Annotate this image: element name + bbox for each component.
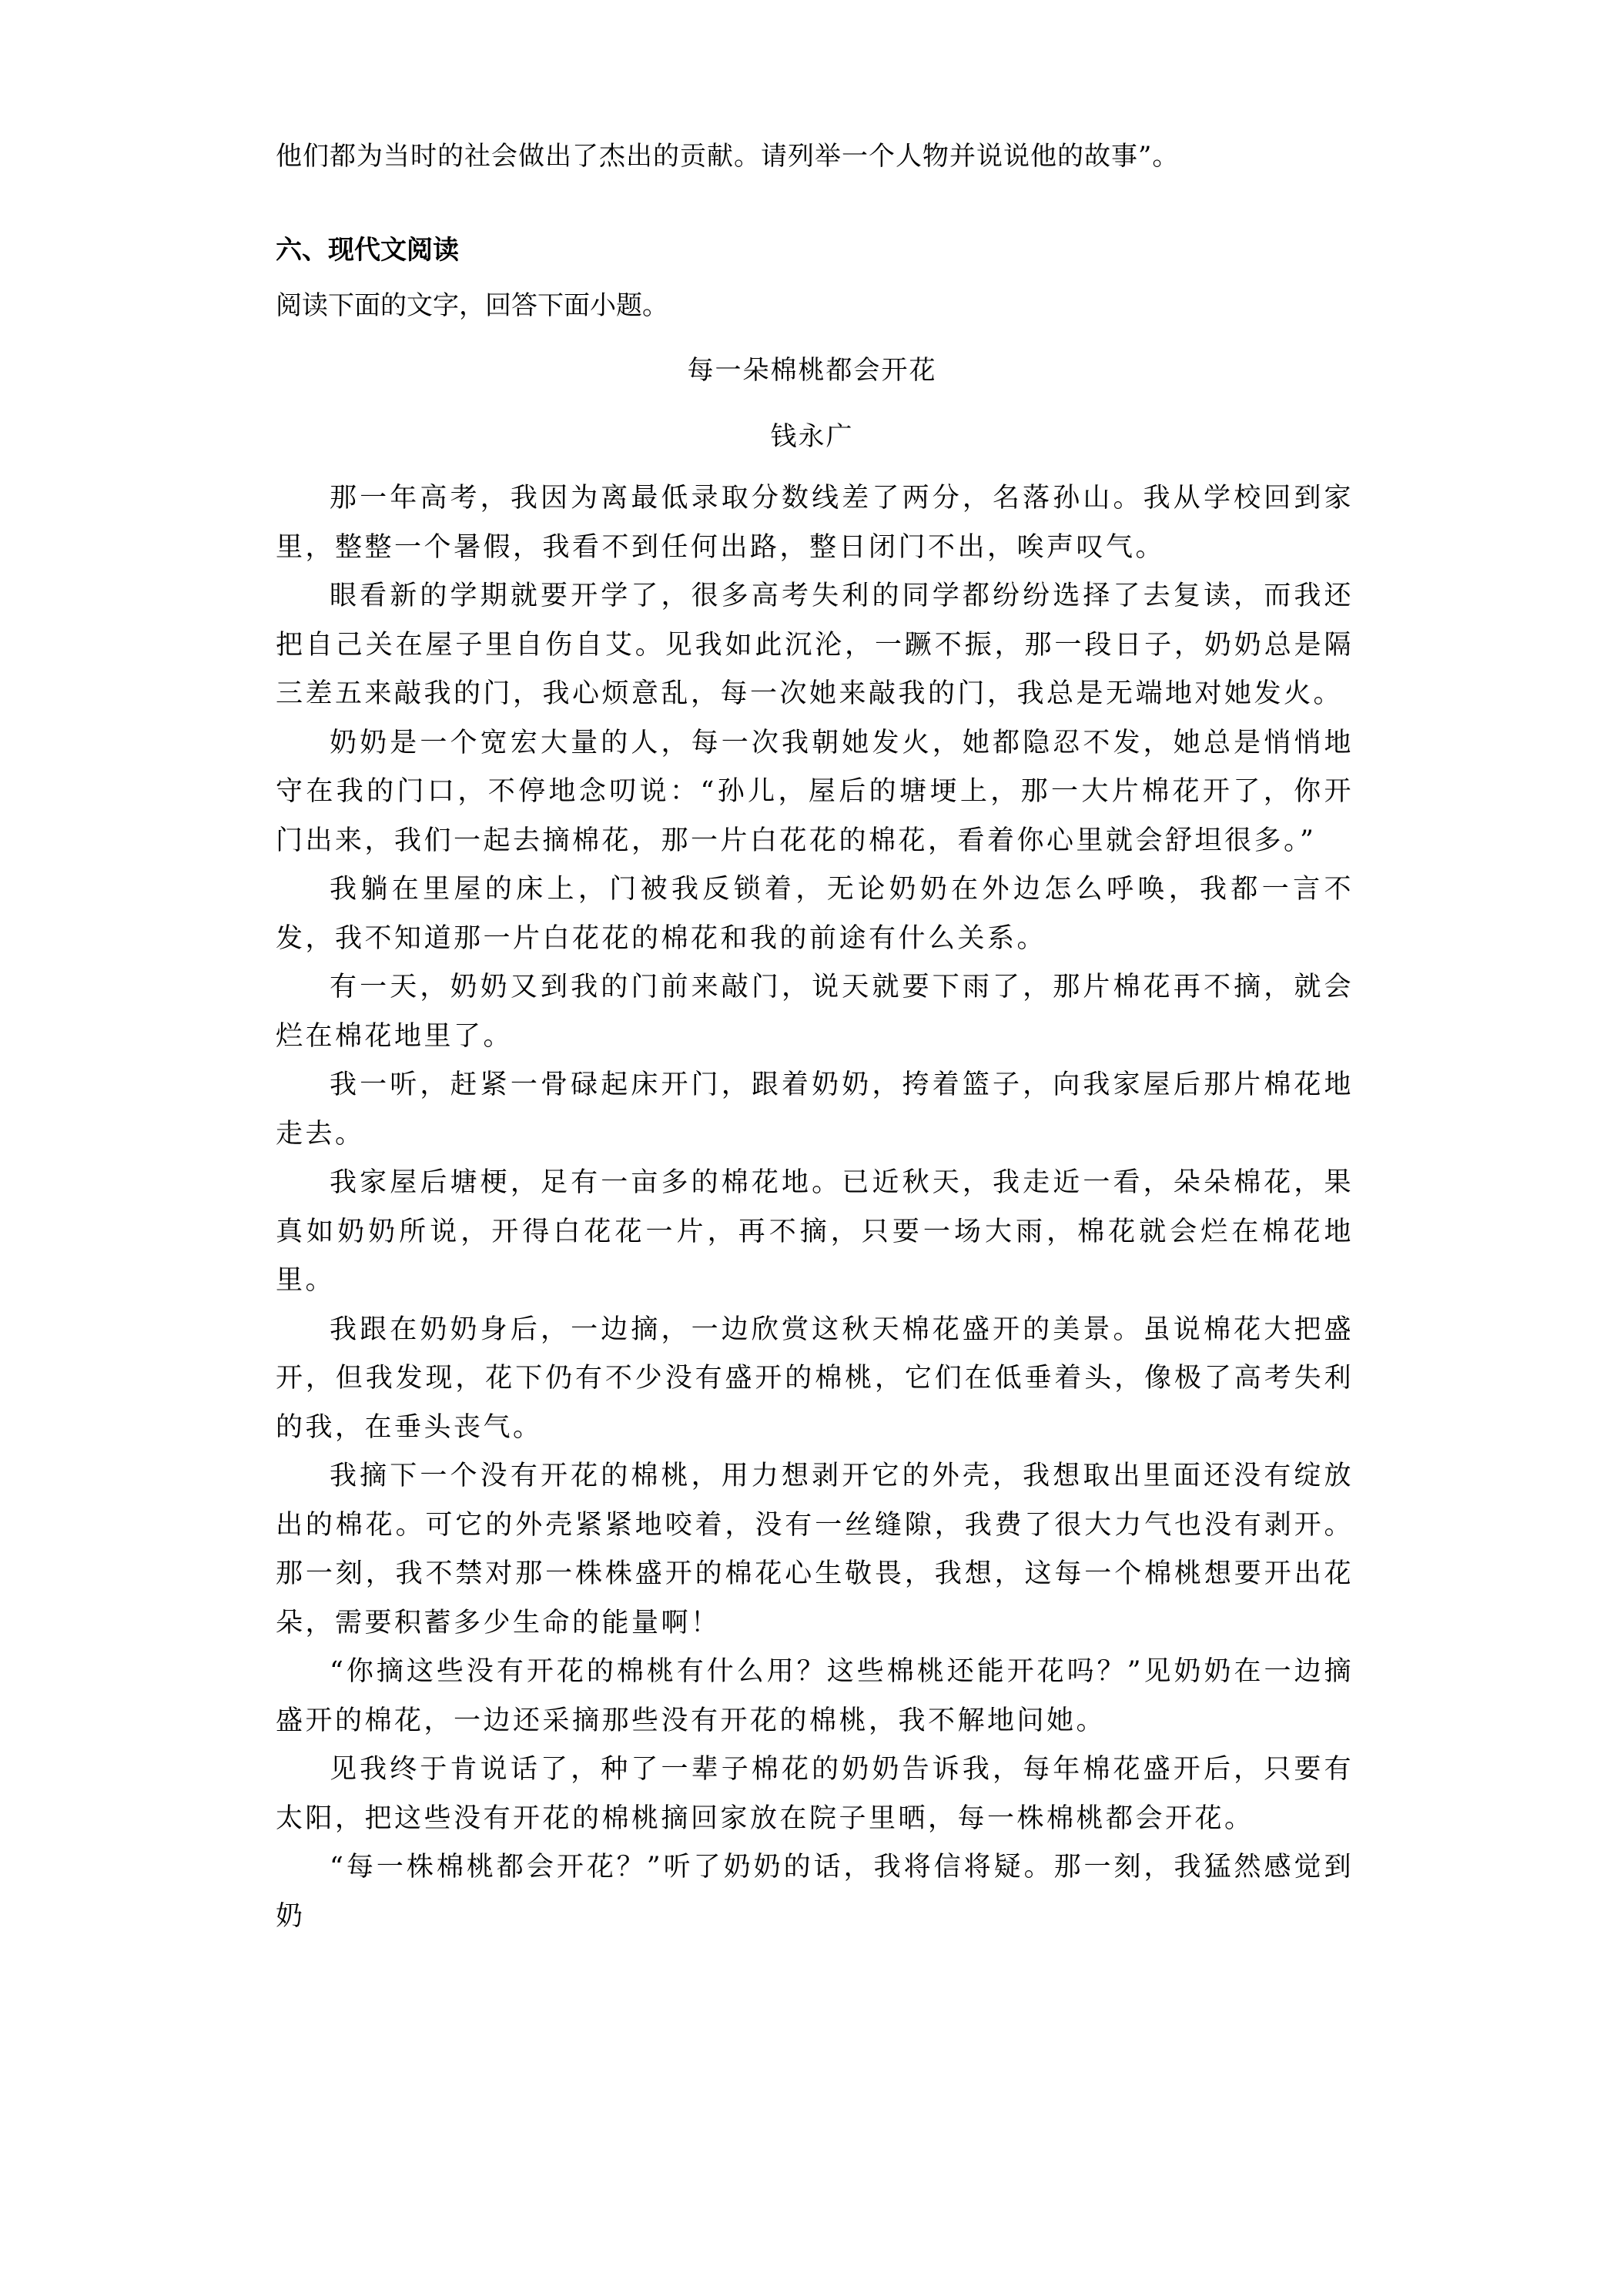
article-paragraph-6: 我一听，赶紧一骨碌起床开门，跟着奶奶，挎着篮子，向我家屋后那片棉花地走去。 xyxy=(276,1069,1354,1150)
article-title: 每一朵棉桃都会开花 xyxy=(687,355,937,386)
article-body xyxy=(276,474,1354,1941)
intro-text-line: 他们都为当时的社会做出了杰出的贡献。请列举一个人物并说说他的故事”。 xyxy=(276,141,1180,172)
article-paragraph-5: 有一天，奶奶又到我的门前来敲门，说天就要下雨了，那片棉花再不摘，就会烂在棉花地里了。 xyxy=(276,972,1354,1052)
article-paragraph-4: 我躺在里屋的床上，门被我反锁着，无论奶奶在外边怎么呼唤，我都一言不发，我不知道那一片白花花的棉花和我的前途有什么关系。 xyxy=(276,874,1354,954)
article-paragraph-9: 我摘下一个没有开花的棉桃，用力想剥开它的外壳，我想取出里面还没有绽放出的棉花。可它的外壳紧紧地咬着，没有一丝缝隙，我费了很大力气也没有剥开。那一刻，我不禁对那一株株盛开的棉花心生敬畏，我想，这每一个棉桃想要开出花朵，需要积蓄多少生命的能量啊！ xyxy=(276,1461,1354,1638)
article-paragraph-2: 眼看新的学期就要开学了，很多高考失利的同学都纷纷选择了去复读，而我还把自己关在屋子里自伤自艾。见我如此沉沦，一蹶不振，那一段日子，奶奶总是隔三差五来敲我的门，我心烦意乱，每一次她来敲我的门，我总是无端地对她发火。 xyxy=(276,581,1354,709)
article-paragraph-11: 见我终于肯说话了，种了一辈子棉花的奶奶告诉我，每年棉花盛开后，只要有太阳，把这些没有开花的棉桃摘回家放在院子里晒，每一株棉桃都会开花。 xyxy=(276,1754,1354,1834)
article-author: 钱永广 xyxy=(770,421,854,452)
section-heading: 六、现代文阅读 xyxy=(276,235,459,266)
article-paragraph-1: 那一年高考，我因为离最低录取分数线差了两分，名落孙山。我从学校回到家里，整整一个暑假，我看不到任何出路，整日闭门不出，唉声叹气。 xyxy=(276,483,1354,563)
reading-instruction: 阅读下面的文字，回答下面小题。 xyxy=(276,290,668,321)
article-paragraph-10: “你摘这些没有开花的棉桃有什么用？这些棉桃还能开花吗？”见奶奶在一边摘盛开的棉花，一边还采摘那些没有开花的棉桃，我不解地问她。 xyxy=(276,1656,1354,1736)
article-paragraph-8: 我跟在奶奶身后，一边摘，一边欣赏这秋天棉花盛开的美景。虽说棉花大把盛开，但我发现，花下仍有不少没有盛开的棉桃，它们在低垂着头，像极了高考失利的我，在垂头丧气。 xyxy=(276,1314,1354,1443)
article-paragraph-3: 奶奶是一个宽宏大量的人，每一次我朝她发火，她都隐忍不发，她总是悄悄地守在我的门口，不停地念叨说：“孙儿，屋后的塘埂上，那一大片棉花开了，你开门出来，我们一起去摘棉花，那一片白花花的棉花，看着你心里就会舒坦很多。” xyxy=(276,727,1354,856)
article-paragraph-12: “每一株棉桃都会开花？”听了奶奶的话，我将信将疑。那一刻，我猛然感觉到奶 xyxy=(276,1852,1354,1932)
article-paragraph-7: 我家屋后塘梗，足有一亩多的棉花地。已近秋天，我走近一看，朵朵棉花，果真如奶奶所说，开得白花花一片，再不摘，只要一场大雨，棉花就会烂在棉花地里。 xyxy=(276,1167,1354,1296)
